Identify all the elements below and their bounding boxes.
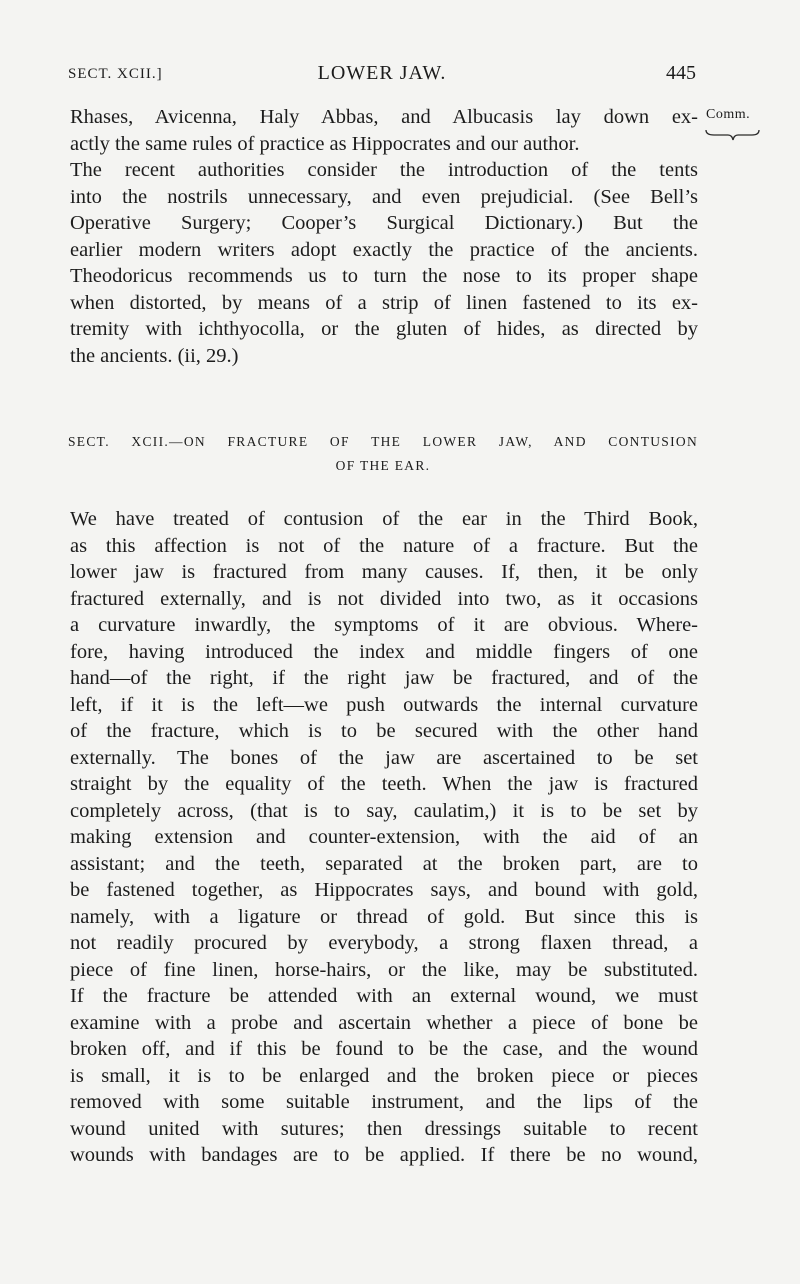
section-heading-line: SECT. XCII.—ON FRACTURE OF THE LOWER JAW, AND CONTUSION <box>68 434 698 449</box>
text-line: left, if it is the left—we push outwards the internal curvature <box>70 693 698 716</box>
margin-note: Comm. <box>706 107 751 122</box>
text-line: Theodoricus recommends us to turn the nose to its proper shape <box>70 265 698 287</box>
text-line: The recent authorities consider the introduction of the tents <box>70 159 698 181</box>
text-line: completely across, (that is to say, caulatim,) it is to be set by <box>70 799 698 822</box>
text-line: piece of fine linen, horse-hairs, or the like, may be substituted. <box>70 958 698 981</box>
text-line: We have treated of contusion of the ear in the Third Book, <box>70 508 698 530</box>
section-heading <box>68 430 698 478</box>
text-line: Operative Surgery; Cooper’s Surgical Dictionary.) But the <box>70 212 698 234</box>
text-line: earlier modern writers adopt exactly the practice of the ancients. <box>70 238 698 261</box>
text-line: not readily procured by everybody, a strong flaxen thread, a <box>70 932 698 954</box>
text-line: hand—of the right, if the right jaw be fractured, and of the <box>70 667 698 689</box>
section-reference: SECT. XCII.] <box>68 66 163 82</box>
margin-brace-icon <box>704 128 760 142</box>
text-line: into the nostrils unnecessary, and even prejudicial. (See Bell’s <box>70 185 698 208</box>
text-line: fractured externally, and is not divided into two, as it occasions <box>70 587 698 610</box>
text-line: lower jaw is fractured from many causes. If, then, it be only <box>70 561 698 583</box>
running-title: LOWER JAW. <box>317 62 447 84</box>
text-line: actly the same rules of practice as Hippocrates and our author. <box>70 132 580 155</box>
section-heading-line: OF THE EAR. <box>335 458 431 473</box>
text-line: assistant; and the teeth, separated at the broken part, are to <box>70 852 698 875</box>
text-line: wounds with bandages are to be applied. If there be no wound, <box>70 1144 698 1166</box>
text-line: fore, having introduced the index and middle fingers of one <box>70 640 698 663</box>
page-number: 445 <box>666 62 696 84</box>
text-line: a curvature inwardly, the symptoms of it are obvious. Where- <box>70 614 698 636</box>
text-line: of the fracture, which is to be secured with the other hand <box>70 720 698 742</box>
text-line: wound united with sutures; then dressings suitable to recent <box>70 1117 698 1140</box>
text-line: broken off, and if this be found to be the case, and the wound <box>70 1038 698 1060</box>
text-line: Rhases, Avicenna, Haly Abbas, and Albucasis lay down ex- <box>70 106 698 128</box>
text-line: namely, with a ligature or thread of gold. But since this is <box>70 905 698 928</box>
text-line: as this affection is not of the nature of a fracture. But the <box>70 534 698 557</box>
section-body <box>70 506 698 1169</box>
text-line: be fastened together, as Hippocrates says, and bound with gold, <box>70 879 698 901</box>
text-line: tremity with ichthyocolla, or the gluten of hides, as directed by <box>70 318 698 340</box>
text-line: straight by the equality of the teeth. When the jaw is fractured <box>70 773 698 795</box>
text-line: externally. The bones of the jaw are ascertained to be set <box>70 746 698 769</box>
text-line: when distorted, by means of a strip of linen fastened to its ex- <box>70 291 698 314</box>
text-line: is small, it is to be enlarged and the broken piece or pieces <box>70 1064 698 1087</box>
text-line: If the fracture be attended with an external wound, we must <box>70 985 698 1007</box>
paragraph-commentary-2 <box>70 157 698 369</box>
paragraph-commentary-1 <box>70 104 698 157</box>
text-line: removed with some suitable instrument, and the lips of the <box>70 1091 698 1113</box>
text-line: making extension and counter-extension, with the aid of an <box>70 826 698 848</box>
text-line: the ancients. (ii, 29.) <box>70 344 239 367</box>
text-line: examine with a probe and ascertain whether a piece of bone be <box>70 1011 698 1034</box>
running-head <box>68 60 696 90</box>
